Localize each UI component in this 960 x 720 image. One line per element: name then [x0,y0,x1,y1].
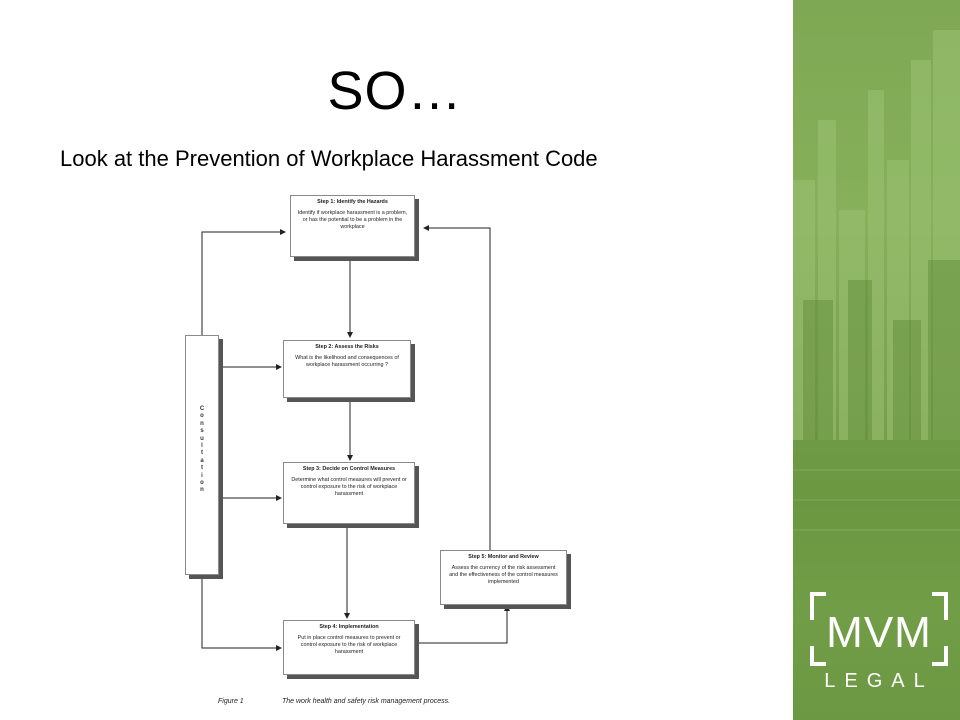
step-2-heading: Step 2: Assess the Risks [315,344,379,350]
consultation-label: C o n s u l t a t i o n [199,406,205,494]
arrow-step5-to-step1 [424,228,490,550]
step-1-body: Identify if workplace harassment is a problem, or has the potential to be a problem in the workplace [297,210,408,230]
step-1-heading: Step 1: Identify the Hazards [317,199,388,205]
arrow-step4-to-step5 [415,606,507,643]
slide-title: SO… [327,61,463,121]
consultation-box [185,335,219,575]
step-1-box [290,195,415,257]
step-2-box [283,340,411,398]
mvm-legal-logo [808,590,950,705]
step-4-box [283,620,415,675]
step-4-heading: Step 4: Implementation [319,624,379,630]
figure-caption: The work health and safety risk management process. [282,698,451,705]
step-2-body: What is the likelihood and consequences of workplace harassment occurring ? [295,355,399,368]
step-4-body: Put in place control measures to prevent or control exposure to the risk of workplace harassment [297,635,401,655]
slide-subtitle: Look at the Prevention of Workplace Harassment Code [60,146,598,171]
arrow-consult-to-step4 [202,573,281,648]
step-3-box [283,462,415,524]
logo-sub-text: LEGAL [824,670,934,692]
step-5-heading: Step 5: Monitor and Review [468,554,539,560]
step-5-body: Assess the currency of the risk assessment and the effectiveness of the control measures implemented [449,565,558,585]
step-3-heading: Step 3: Decide on Control Measures [302,466,396,472]
figure-label: Figure 1 [218,698,244,705]
risk-management-diagram [180,190,580,715]
logo-main-text: MVM [826,608,932,657]
step-5-box [440,550,567,605]
arrow-consult-to-step1 [202,232,285,335]
step-3-body: Determine what control measures will prevent or control exposure to the risk of workplace harassment [291,477,407,497]
